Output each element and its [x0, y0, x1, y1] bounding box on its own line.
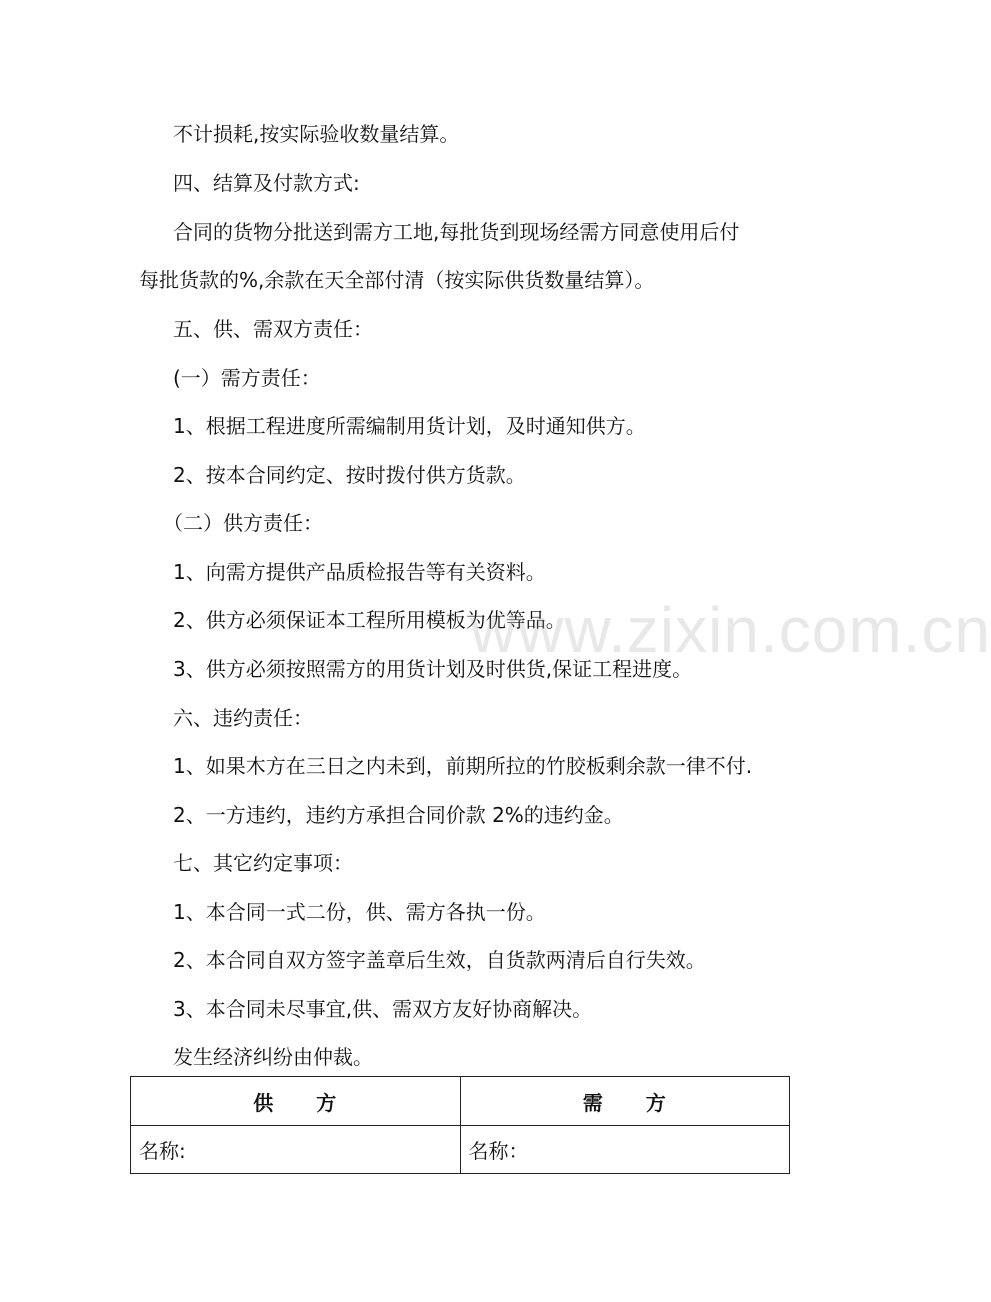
text-line-7: 1、根据工程进度所需编制用货计划，及时通知供方。: [173, 414, 646, 438]
text-line-14: 1、如果木方在三日之内未到，前期所拉的竹胶板剩余款一律不付.: [173, 754, 753, 778]
section-heading-settlement: 四、结算及付款方式:: [173, 171, 360, 195]
supplier-header: 供 方: [131, 1077, 461, 1126]
text-line-8: 2、按本合同约定、按时拨付供方货款。: [173, 463, 526, 487]
signature-table: [130, 1076, 790, 1174]
text-line-10: 1、向需方提供产品质检报告等有关资料。: [173, 560, 546, 584]
text-line-12: 3、供方必须按照需方的用货计划及时供货,保证工程进度。: [173, 657, 693, 681]
buyer-name-cell: 名称：: [460, 1126, 790, 1174]
buyer-header: 需 方: [460, 1077, 790, 1126]
section-heading-responsibilities: 五、供、需双方责任：: [173, 317, 373, 341]
text-line-17: 1、本合同一式二份，供、需方各执一份。: [173, 900, 546, 924]
text-line-20: 发生经济纠纷由仲裁。: [173, 1045, 373, 1069]
signature-name-row: [131, 1126, 790, 1174]
supplier-name-cell: 名称:: [131, 1126, 461, 1174]
text-line-15: 2、一方违约，违约方承担合同价款 2%的违约金。: [173, 803, 624, 827]
text-line-3: 合同的货物分批送到需方工地,每批货到现场经需方同意使用后付: [173, 220, 740, 244]
signature-header-row: [131, 1077, 790, 1126]
text-line-18: 2、本合同自双方签字盖章后生效，自货款两清后自行失效。: [173, 948, 706, 972]
section-heading-breach: 六、违约责任：: [173, 706, 313, 730]
text-line-4: 每批货款的%,余款在天全部付清（按实际供货数量结算）。: [139, 268, 655, 292]
text-line-19: 3、本合同未尽事宜,供、需双方友好协商解决。: [173, 997, 593, 1021]
text-line-1: 不计损耗,按实际验收数量结算。: [173, 122, 460, 146]
watermark: www.zixin.com.cn: [470, 594, 991, 666]
section-heading-other-terms: 七、其它约定事项：: [173, 851, 353, 875]
text-line-11: 2、供方必须保证本工程所用模板为优等品。: [173, 608, 566, 632]
subheading-buyer-responsibility: (一）需方责任：: [173, 366, 321, 390]
subheading-supplier-responsibility: （二）供方责任：: [163, 511, 323, 535]
